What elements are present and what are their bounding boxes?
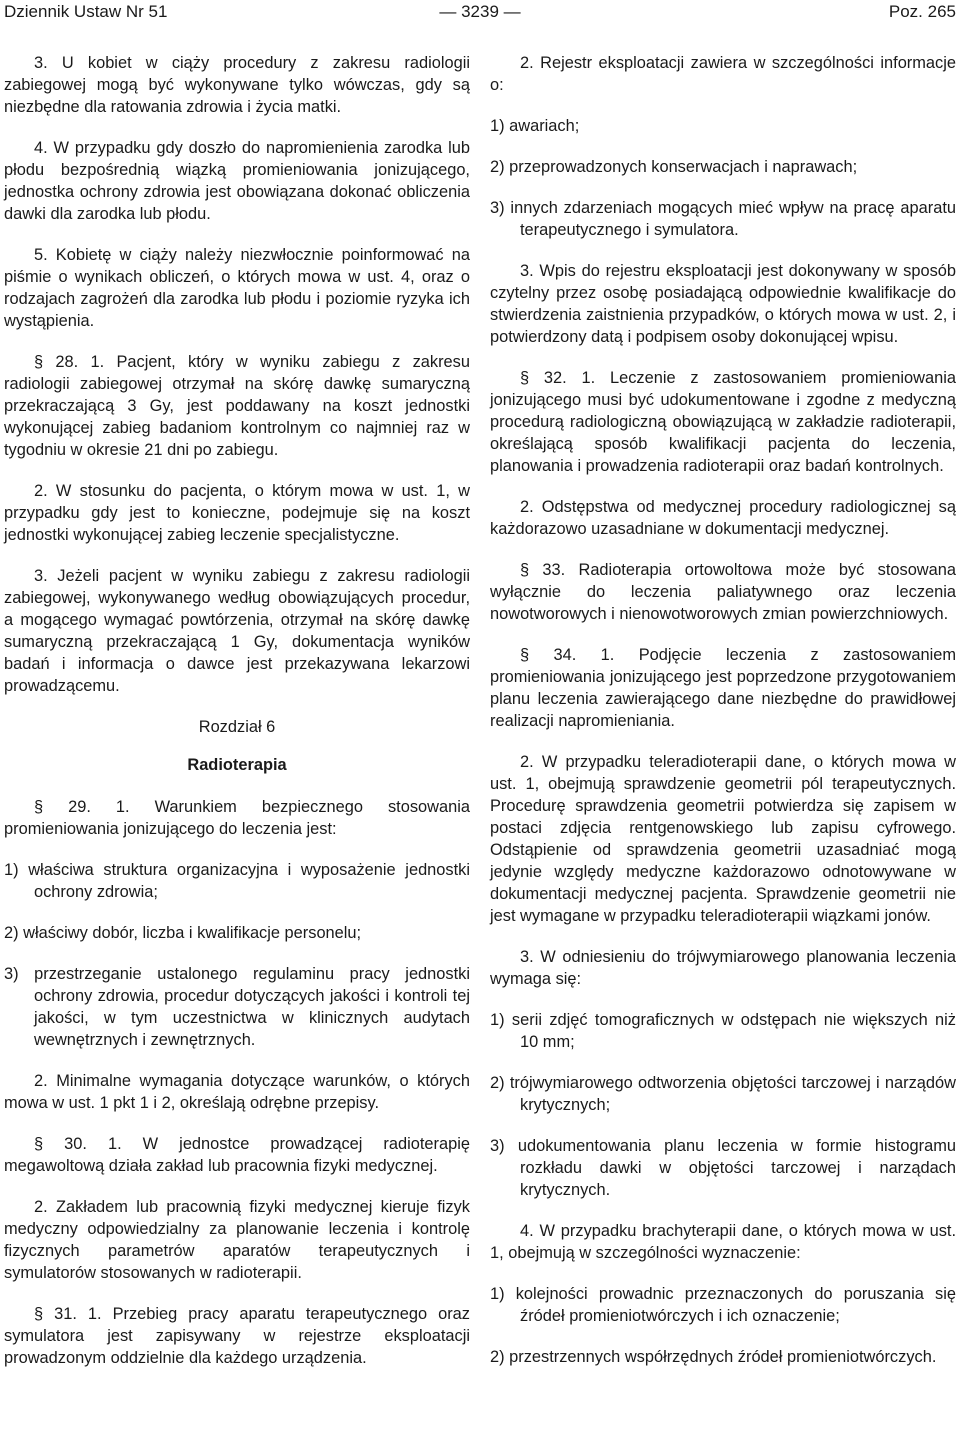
paragraph: 3. W odniesieniu do trójwymiarowego planowania leczenia wymaga się: bbox=[490, 948, 956, 988]
paragraph: § 32. 1. Leczenie z zastosowaniem promieniowania jonizującego musi być udokumentowane i zgodne z medyczną procedurą radiologiczną obowiązującą w zakładzie radioterapii, określającą sposób kwalifikacji pacjenta do leczenia, planowania i prowadzenia radioterapii oraz badań kontrolnych. bbox=[490, 369, 956, 475]
paragraph: § 34. 1. Podjęcie leczenia z zastosowaniem promieniowania jonizującego jest poprzedzone przygotowaniem planu leczenia zawierającego dane niezbędne do prawidłowej realizacji napromieniania. bbox=[490, 646, 956, 730]
list-item: 3) innych zdarzeniach mogących mieć wpływ na pracę aparatu terapeutycznego i symulatora. bbox=[490, 199, 956, 239]
journal-title: Dziennik Ustaw Nr 51 bbox=[4, 2, 168, 21]
list-item: 1) serii zdjęć tomograficznych w odstępach nie większych niż 10 mm; bbox=[490, 1011, 956, 1051]
list-item: 1) właściwa struktura organizacyjna i wyposażenie jednostki ochrony zdrowia; bbox=[4, 861, 470, 901]
paragraph: § 31. 1. Przebieg pracy aparatu terapeutycznego oraz symulatora jest zapisywany w rejestrze eksploatacji prowadzonym oddzielnie dla każdego urządzenia. bbox=[4, 1305, 470, 1367]
chapter-title: Radioterapia bbox=[187, 756, 287, 774]
page-number: — 3239 — bbox=[439, 2, 521, 21]
paragraph: 4. W przypadku brachyterapii dane, o których mowa w ust. 1, obejmują w szczególności wyznaczenie: bbox=[490, 1222, 956, 1262]
paragraph: 3. U kobiet w ciąży procedury z zakresu radiologii zabiegowej mogą być wykonywane tylko wówczas, gdy są niezbędne dla ratowania zdrowia i życia matki. bbox=[4, 54, 470, 116]
list-item: 2) przeprowadzonych konserwacjach i naprawach; bbox=[490, 158, 858, 176]
paragraph: 2. Zakładem lub pracownią fizyki medycznej kieruje fizyk medyczny odpowiedzialny za planowanie leczenia i kontrolę fizycznych parametrów aparatów terapeutycznych i symulatorów stosowanych w radioterapii. bbox=[4, 1198, 470, 1282]
left-column bbox=[4, 52, 470, 1388]
paragraph: 2. Odstępstwa od medycznej procedury radiologicznej są każdorazowo uzasadniane w dokumentacji medycznej. bbox=[490, 498, 956, 538]
right-column bbox=[490, 52, 956, 1387]
list-item: 3) przestrzeganie ustalonego regulaminu pracy jednostki ochrony zdrowia, procedur dotyczących jakości i kontroli tej jakości, w tym uczestnictwa w klinicznych audytach wewnętrznych i zewnętrznych. bbox=[4, 965, 470, 1049]
paragraph: 2. Minimalne wymagania dotyczące warunków, o których mowa w ust. 1 pkt 1 i 2, określają odrębne przepisy. bbox=[4, 1072, 470, 1112]
paragraph: 5. Kobietę w ciąży należy niezwłocznie poinformować na piśmie o wynikach obliczeń, o których mowa w ust. 4, oraz o rodzajach zagrożeń dla zarodka lub płodu i poziomie ryzyka ich wystąpienia. bbox=[4, 246, 470, 330]
paragraph: § 33. Radioterapia ortowoltowa może być stosowana wyłącznie do leczenia paliatywnego oraz leczenia nowotworowych i nienowotworowych zmian powierzchniowych. bbox=[490, 561, 956, 623]
paragraph: § 30. 1. W jednostce prowadzącej radioterapię megawoltową działa zakład lub pracownia fizyki medycznej. bbox=[4, 1135, 470, 1175]
paragraph: 3. Jeżeli pacjent w wyniku zabiegu z zakresu radiologii zabiegowej, wykonywanego według obowiązujących procedur, a mogącego wymagać powtórzenia, otrzymał na skórę dawkę sumaryczną przekraczającą 1 Gy, dokumentacja wyników badań i informacja o dawce jest przekazywana lekarzowi prowadzącemu. bbox=[4, 567, 470, 695]
list-item: 3) udokumentowania planu leczenia w formie histogramu rozkładu dawki w objętości tarczowej i narządach krytycznych. bbox=[490, 1137, 956, 1199]
list-item: 2) przestrzennych współrzędnych źródeł promieniotwórczych. bbox=[490, 1348, 937, 1366]
position-number: Poz. 265 bbox=[888, 2, 956, 21]
paragraph: § 29. 1. Warunkiem bezpiecznego stosowania promieniowania jonizującego do leczenia jest: bbox=[4, 798, 470, 838]
list-item: 2) właściwy dobór, liczba i kwalifikacje personelu; bbox=[4, 924, 362, 942]
list-item: 2) trójwymiarowego odtworzenia objętości tarczowej i narządów krytycznych; bbox=[490, 1074, 956, 1114]
paragraph: 2. W przypadku teleradioterapii dane, o których mowa w ust. 1, obejmują sprawdzenie geometrii pól terapeutycznych. Procedurę sprawdzenia geometrii potwierdza się zapisem w postaci zdjęcia rentgenowskiego lub zapisu cyfrowego. Odstąpienie od sprawdzenia geometrii uzasadniać mogą jedynie względy medyczne każdorazowo odnotowywane w dokumentacji medycznej pacjenta. Sprawdzenie geometrii nie jest wymagane w przypadku teleradioterapii wiązkami jonów. bbox=[490, 753, 956, 925]
list-item: 1) kolejności prowadnic przeznaczonych do poruszania się źródeł promieniotwórczych i ich oznaczenie; bbox=[490, 1285, 956, 1325]
paragraph: 4. W przypadku gdy doszło do napromienienia zarodka lub płodu bezpośrednią wiązką promieniowania jonizującego, jednostka ochrony zdrowia jest obowiązana dokonać obliczenia dawki dla zarodka lub płodu. bbox=[4, 139, 470, 223]
paragraph: 2. W stosunku do pacjenta, o którym mowa w ust. 1, w przypadku gdy jest to konieczne, podejmuje się na koszt jednostki wykonującej zabieg leczenie specjalistyczne. bbox=[4, 482, 470, 544]
paragraph: 2. Rejestr eksploatacji zawiera w szczególności informacje o: bbox=[490, 54, 956, 94]
chapter-number: Rozdział 6 bbox=[198, 718, 276, 736]
list-item: 1) awariach; bbox=[490, 117, 580, 135]
paragraph: 3. Wpis do rejestru eksploatacji jest dokonywany w sposób czytelny przez osobę posiadającą odpowiednie kwalifikacje do stwierdzenia zaistnienia przypadków, o których mowa w ust. 2, i potwierdzony datą i podpisem osoby dokonującej wpisu. bbox=[490, 262, 956, 346]
page-header bbox=[4, 0, 956, 24]
paragraph: § 28. 1. Pacjent, który w wyniku zabiegu z zakresu radiologii zabiegowej otrzymał na skórę dawkę sumaryczną przekraczającą 3 Gy, jest poddawany na koszt jednostki wykonującej zabieg badaniom kontrolnym co najmniej raz w tygodniu w okresie 21 dni po zabiegu. bbox=[4, 353, 470, 459]
